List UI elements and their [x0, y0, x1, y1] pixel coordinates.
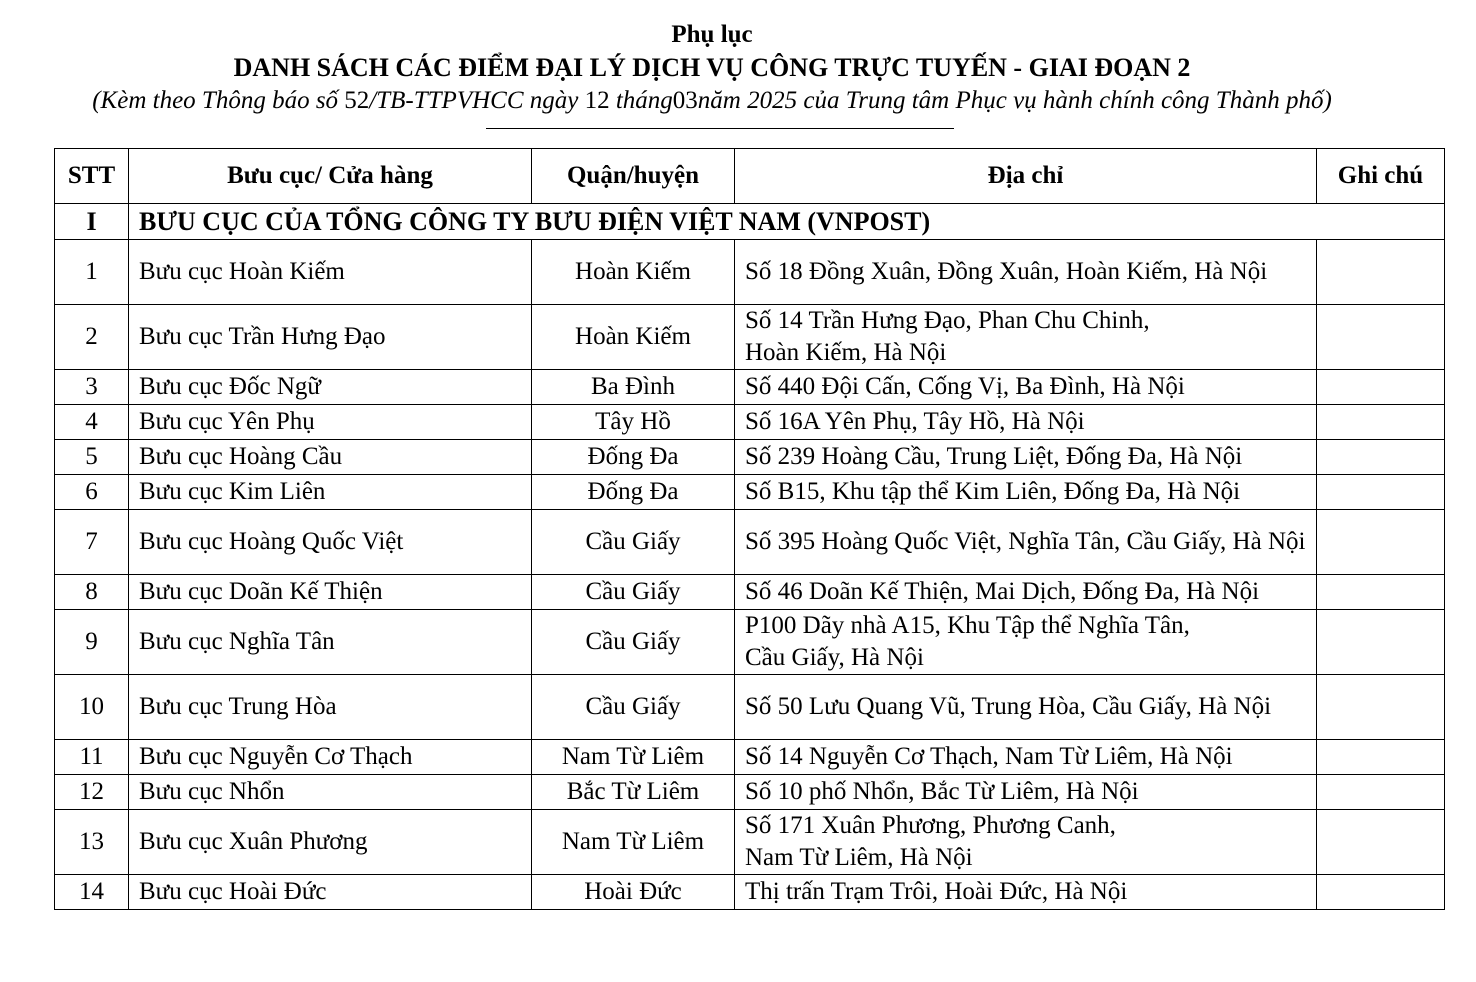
cell-note [1317, 775, 1445, 810]
cell-address: Số 16A Yên Phụ, Tây Hồ, Hà Nội [735, 405, 1317, 440]
cell-address: Số B15, Khu tập thể Kim Liên, Đống Đa, Hà Nội [735, 475, 1317, 510]
cell-stt: 12 [55, 775, 129, 810]
header-note: Ghi chú [1317, 149, 1445, 204]
cell-district: Cầu Giấy [532, 510, 735, 575]
cell-note [1317, 610, 1445, 675]
cell-district: Hoàn Kiếm [532, 240, 735, 305]
table-row [55, 370, 1445, 405]
cell-office: Bưu cục Trung Hòa [129, 675, 532, 740]
address-line-2: Nam Từ Liêm, Hà Nội [745, 844, 973, 871]
cell-stt: 3 [55, 370, 129, 405]
cell-district: Bắc Từ Liêm [532, 775, 735, 810]
cell-note [1317, 510, 1445, 575]
address-line-2: Cầu Giấy, Hà Nội [745, 644, 924, 671]
cell-note [1317, 405, 1445, 440]
cell-address: Số 10 phố Nhổn, Bắc Từ Liêm, Hà Nội [735, 775, 1317, 810]
cell-note [1317, 675, 1445, 740]
subtitle-text-4: năm 2025 của Trung tâm Phục vụ hành chính công Thành phố) [697, 87, 1332, 114]
header-district: Quận/huyện [532, 149, 735, 204]
table-row [55, 675, 1445, 740]
cell-district: Đống Đa [532, 440, 735, 475]
cell-address: Số 14 Nguyễn Cơ Thạch, Nam Từ Liêm, Hà Nội [735, 740, 1317, 775]
table-row [55, 740, 1445, 775]
address-line-2: Hoàn Kiếm, Hà Nội [745, 339, 947, 366]
cell-office: Bưu cục Hoàng Cầu [129, 440, 532, 475]
cell-note [1317, 875, 1445, 910]
subtitle-text-2: /TB-TTPVHCC ngày [369, 87, 585, 114]
cell-note [1317, 810, 1445, 875]
cell-note [1317, 575, 1445, 610]
table-row [55, 610, 1445, 675]
cell-note [1317, 305, 1445, 370]
cell-stt: 7 [55, 510, 129, 575]
section-row [55, 204, 1445, 240]
agent-list-table [54, 148, 1445, 910]
table-row [55, 810, 1445, 875]
cell-office: Bưu cục Hoàng Quốc Việt [129, 510, 532, 575]
cell-address [735, 305, 1317, 370]
cell-address: Số 18 Đồng Xuân, Đồng Xuân, Hoàn Kiếm, Hà Nội [735, 240, 1317, 305]
cell-office: Bưu cục Yên Phụ [129, 405, 532, 440]
table-row [55, 405, 1445, 440]
section-label: BƯU CỤC CỦA TỔNG CÔNG TY BƯU ĐIỆN VIỆT NAM (VNPOST) [129, 204, 1445, 240]
section-numeral: I [55, 204, 129, 240]
header-address: Địa chỉ [735, 149, 1317, 204]
cell-address [735, 810, 1317, 875]
cell-address: Số 395 Hoàng Quốc Việt, Nghĩa Tân, Cầu Giấy, Hà Nội [735, 510, 1317, 575]
address-line-1: P100 Dãy nhà A15, Khu Tập thể Nghĩa Tân, [745, 612, 1190, 639]
cell-office: Bưu cục Kim Liên [129, 475, 532, 510]
cell-address: Thị trấn Trạm Trôi, Hoài Đức, Hà Nội [735, 875, 1317, 910]
cell-district: Ba Đình [532, 370, 735, 405]
cell-district: Cầu Giấy [532, 675, 735, 740]
cell-note [1317, 370, 1445, 405]
cell-address [735, 610, 1317, 675]
cell-district: Hoàn Kiếm [532, 305, 735, 370]
notice-month: 03 [672, 87, 698, 114]
table-row [55, 475, 1445, 510]
cell-office: Bưu cục Trần Hưng Đạo [129, 305, 532, 370]
cell-note [1317, 240, 1445, 305]
cell-office: Bưu cục Hoàn Kiếm [129, 240, 532, 305]
list-title: DANH SÁCH CÁC ĐIỂM ĐẠI LÝ DỊCH VỤ CÔNG TRỰC TUYẾN - GIAI ĐOẠN 2 [233, 53, 1191, 82]
cell-district: Đống Đa [532, 475, 735, 510]
table-row [55, 305, 1445, 370]
cell-stt: 4 [55, 405, 129, 440]
subtitle [0, 84, 1424, 118]
cell-office: Bưu cục Nguyễn Cơ Thạch [129, 740, 532, 775]
table-row [55, 440, 1445, 475]
cell-address: Số 50 Lưu Quang Vũ, Trung Hòa, Cầu Giấy, Hà Nội [735, 675, 1317, 740]
table-row [55, 510, 1445, 575]
cell-district: Hoài Đức [532, 875, 735, 910]
cell-stt: 8 [55, 575, 129, 610]
cell-stt: 5 [55, 440, 129, 475]
cell-stt: 2 [55, 305, 129, 370]
header-office: Bưu cục/ Cửa hàng [129, 149, 532, 204]
cell-stt: 9 [55, 610, 129, 675]
appendix-title: Phụ lục [671, 21, 753, 48]
header-stt: STT [55, 149, 129, 204]
cell-district: Cầu Giấy [532, 610, 735, 675]
cell-office: Bưu cục Doãn Kế Thiện [129, 575, 532, 610]
cell-stt: 6 [55, 475, 129, 510]
cell-stt: 1 [55, 240, 129, 305]
notice-day: 12 [584, 87, 610, 114]
cell-office: Bưu cục Nghĩa Tân [129, 610, 532, 675]
cell-stt: 14 [55, 875, 129, 910]
cell-stt: 13 [55, 810, 129, 875]
subtitle-text-1: (Kèm theo Thông báo số [92, 87, 345, 114]
table-header-row [55, 149, 1445, 204]
header-divider [486, 128, 954, 129]
cell-stt: 10 [55, 675, 129, 740]
address-line-1: Số 171 Xuân Phương, Phương Canh, [745, 812, 1116, 839]
address-line-1: Số 14 Trần Hưng Đạo, Phan Chu Chinh, [745, 307, 1150, 334]
table-row [55, 775, 1445, 810]
cell-district: Tây Hồ [532, 405, 735, 440]
cell-office: Bưu cục Nhổn [129, 775, 532, 810]
cell-district: Nam Từ Liêm [532, 740, 735, 775]
cell-address: Số 46 Doãn Kế Thiện, Mai Dịch, Đống Đa, Hà Nội [735, 575, 1317, 610]
table-row [55, 875, 1445, 910]
cell-note [1317, 440, 1445, 475]
cell-note [1317, 740, 1445, 775]
cell-district: Nam Từ Liêm [532, 810, 735, 875]
notice-number: 52 [344, 87, 370, 114]
cell-office: Bưu cục Hoài Đức [129, 875, 532, 910]
subtitle-text-3: tháng [609, 87, 673, 114]
cell-office: Bưu cục Đốc Ngữ [129, 370, 532, 405]
cell-address: Số 440 Đội Cấn, Cống Vị, Ba Đình, Hà Nội [735, 370, 1317, 405]
cell-note [1317, 475, 1445, 510]
cell-district: Cầu Giấy [532, 575, 735, 610]
cell-stt: 11 [55, 740, 129, 775]
table-row [55, 575, 1445, 610]
cell-office: Bưu cục Xuân Phương [129, 810, 532, 875]
cell-address: Số 239 Hoàng Cầu, Trung Liệt, Đống Đa, Hà Nội [735, 440, 1317, 475]
table-row [55, 240, 1445, 305]
